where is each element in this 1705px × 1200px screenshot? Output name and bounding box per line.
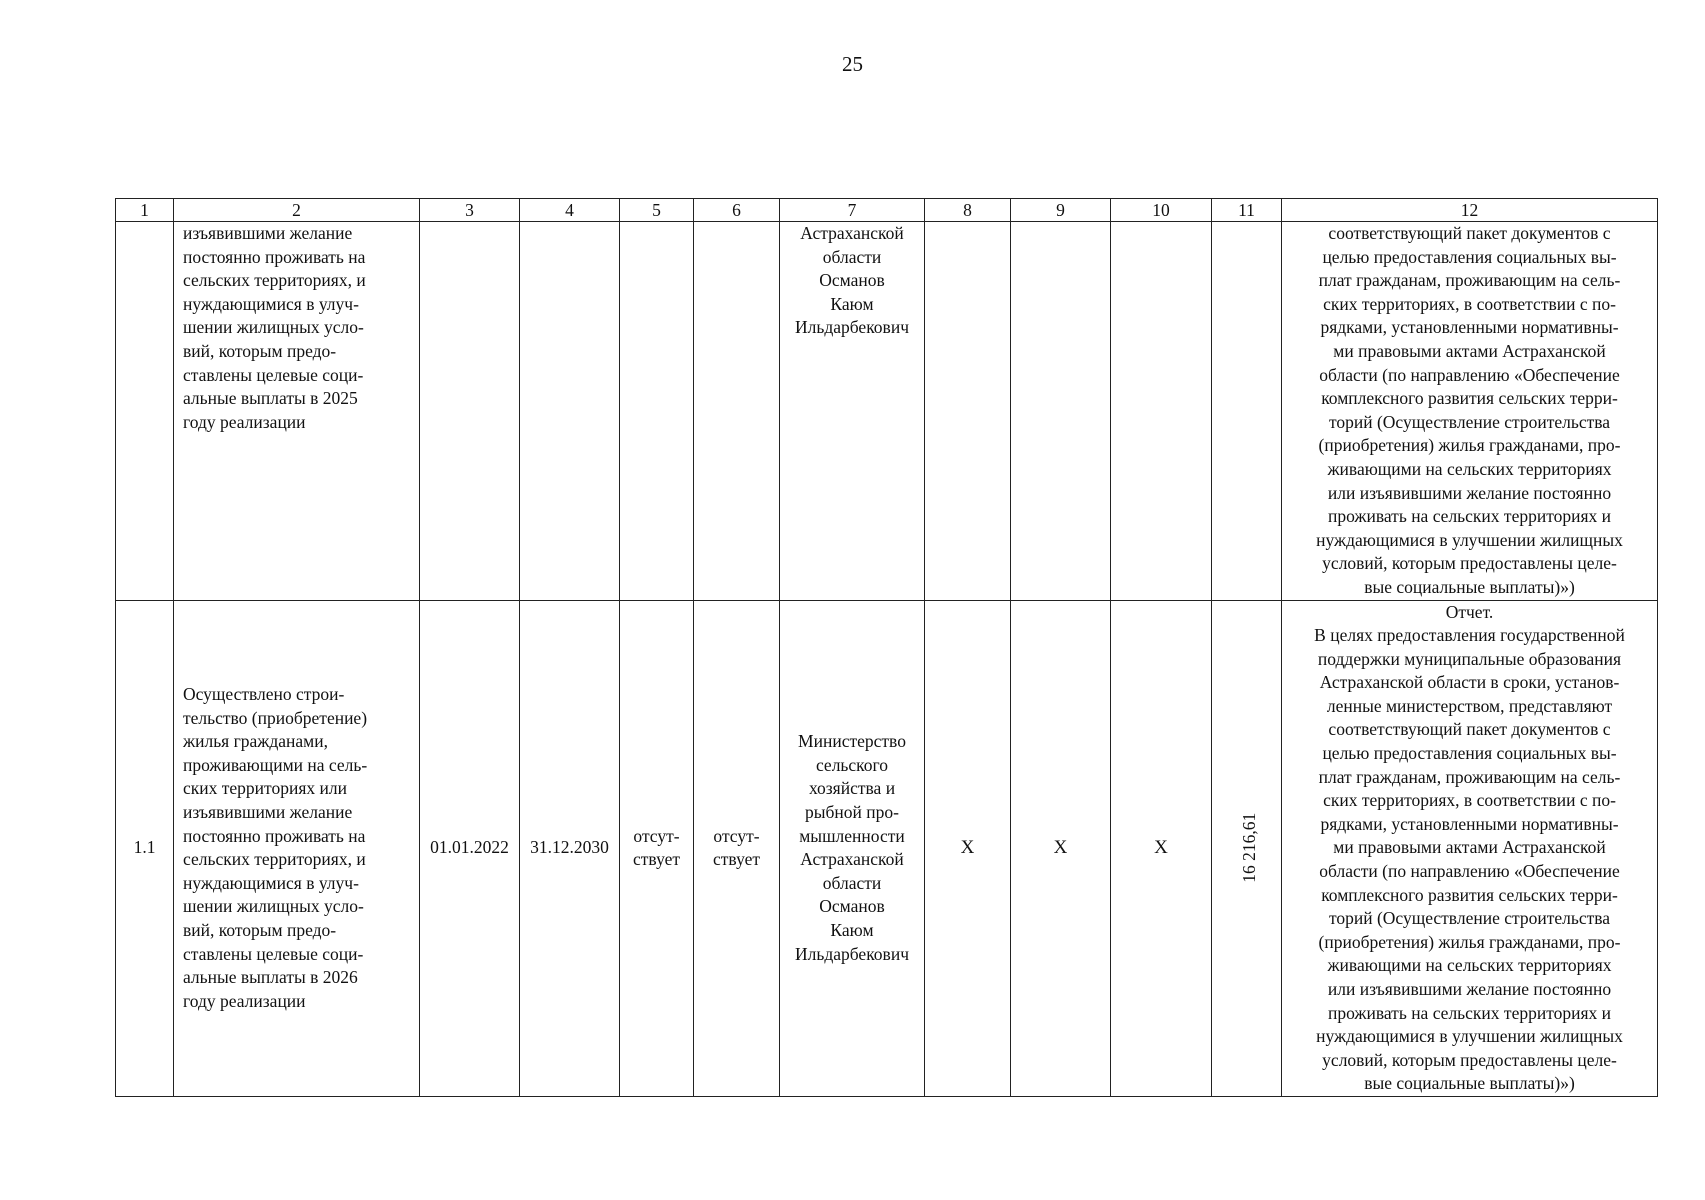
text-line: Астраханской: [800, 849, 904, 870]
amount-vertical-text: 16 216,61: [1239, 813, 1260, 884]
text-line: постоянно проживать на: [183, 825, 366, 846]
header-cell: 3: [420, 199, 520, 222]
text-line: плат гражданам, проживающим на сель-: [1318, 270, 1621, 291]
text-line: комплексного развития сельских терри-: [1321, 388, 1618, 409]
text-line: ских территориях, в соответствии с по-: [1323, 293, 1616, 314]
text-line: Османов: [819, 270, 885, 291]
cell-number: [116, 222, 174, 601]
text-line: Ильдарбекович: [794, 943, 909, 964]
cell-responsible: [780, 600, 925, 1096]
text-line: Астраханской области в сроки, установ-: [1319, 672, 1620, 693]
table-row-continuation: [116, 222, 1658, 601]
text-line: мышленности: [799, 825, 905, 846]
text-line: Отчет.: [1445, 601, 1494, 622]
header-cell: 10: [1111, 199, 1212, 222]
text-line: ствует: [712, 849, 760, 870]
text-line: сельских территориях, и: [183, 270, 366, 291]
text-line: Министерство: [798, 731, 906, 752]
header-cell: 11: [1212, 199, 1282, 222]
program-table: [115, 198, 1658, 1097]
cell-col9: X: [1011, 600, 1111, 1096]
text-line: условий, которым предоставлены целе-: [1322, 1049, 1617, 1070]
text-line: вий, которым предо-: [183, 920, 337, 941]
text-line: области: [822, 246, 882, 267]
text-line: отсут-: [713, 825, 760, 846]
text-line: соответствующий пакет документов с: [1328, 223, 1611, 243]
cell-result: [1282, 600, 1658, 1096]
text-line: области (по направлению «Обеспечение: [1319, 861, 1620, 882]
text-line: ских территориях или: [183, 778, 347, 799]
text-line: или изъявившими желание постоянно: [1327, 482, 1612, 503]
text-line: рядками, установленными нормативны-: [1320, 813, 1619, 834]
cell-start-date: [420, 222, 520, 601]
cell-start-date: 01.01.2022: [420, 600, 520, 1096]
text-line: живающими на сельских территориях: [1327, 458, 1612, 479]
text-line: тельство (приобретение): [183, 707, 368, 728]
text-line: нуждающимися в улуч-: [183, 293, 359, 314]
text-line: вий, которым предо-: [183, 340, 337, 361]
text-line: шении жилищных усло-: [183, 896, 364, 917]
text-line: Осуществлено строи-: [183, 684, 345, 705]
text-line: проживающими на сель-: [183, 754, 368, 775]
header-cell: 9: [1011, 199, 1111, 222]
cell-description: [174, 600, 420, 1096]
text-line: целью предоставления социальных вы-: [1322, 743, 1617, 764]
text-line: Каюм: [830, 293, 874, 314]
text-line: целью предоставления социальных вы-: [1322, 246, 1617, 267]
text-line: области: [822, 872, 882, 893]
header-cell: 2: [174, 199, 420, 222]
text-line: Каюм: [830, 920, 874, 941]
cell-col5: [620, 600, 694, 1096]
text-line: ствует: [632, 849, 680, 870]
text-line: (приобретения) жилья гражданами, про-: [1318, 931, 1621, 952]
table-row-1-1: [116, 600, 1658, 1096]
text-line: проживать на сельских территориях и: [1327, 1002, 1612, 1023]
text-line: соответствующий пакет документов с: [1328, 719, 1611, 740]
text-line: рыбной про-: [805, 802, 899, 823]
text-line: изъявившими желание: [183, 802, 353, 823]
text-line: ленные министерством, представляют: [1326, 695, 1613, 716]
text-line: нуждающимися в улуч-: [183, 872, 359, 893]
text-line: (приобретения) жилья гражданами, про-: [1318, 435, 1621, 456]
text-line: живающими на сельских территориях: [1327, 955, 1612, 976]
text-line: условий, которым предоставлены целе-: [1322, 553, 1617, 574]
cell-col10: X: [1111, 600, 1212, 1096]
header-row: [116, 199, 1658, 222]
cell-description: [174, 222, 420, 601]
text-line: альные выплаты в 2025: [183, 388, 358, 409]
header-cell: 12: [1282, 199, 1658, 222]
header-cell: 4: [520, 199, 620, 222]
cell-number: 1.1: [116, 600, 174, 1096]
text-line: жилья гражданами,: [183, 731, 328, 752]
cell-end-date: [520, 222, 620, 601]
header-cell: 1: [116, 199, 174, 222]
cell-col10: [1111, 222, 1212, 601]
header-cell: 6: [694, 199, 780, 222]
text-line: торий (Осуществление строительства: [1328, 908, 1611, 929]
text-line: сельских территориях, и: [183, 849, 366, 870]
text-line: ских территориях, в соответствии с по-: [1323, 790, 1616, 811]
cell-end-date: 31.12.2030: [520, 600, 620, 1096]
text-line: рядками, установленными нормативны-: [1320, 317, 1619, 338]
text-line: году реализации: [183, 990, 306, 1011]
text-line: хозяйства и: [808, 778, 896, 799]
text-line: вые социальные выплаты)»): [1364, 1073, 1575, 1094]
text-line: плат гражданам, проживающим на сель-: [1318, 766, 1621, 787]
text-line: проживать на сельских территориях и: [1327, 506, 1612, 527]
text-line: Османов: [819, 896, 885, 917]
text-line: году реализации: [183, 411, 306, 432]
text-line: ми правовыми актами Астраханской: [1333, 340, 1606, 361]
text-line: Астраханской: [800, 223, 904, 243]
header-cell: 5: [620, 199, 694, 222]
text-line: Ильдарбекович: [794, 317, 909, 338]
text-line: В целях предоставления государственной: [1314, 625, 1625, 646]
cell-amount: [1212, 222, 1282, 601]
text-line: нуждающимися в улучшении жилищных: [1316, 1026, 1623, 1047]
cell-result: [1282, 222, 1658, 601]
text-line: поддержки муниципальные образования: [1317, 648, 1622, 669]
text-line: альные выплаты в 2026: [183, 967, 358, 988]
cell-col8: [925, 222, 1011, 601]
text-line: отсут-: [633, 825, 680, 846]
text-line: или изъявившими желание постоянно: [1327, 979, 1612, 999]
cell-col5: [620, 222, 694, 601]
text-line: ставлены целевые соци-: [183, 364, 364, 385]
text-line: изъявившими желание: [183, 223, 353, 243]
cell-col6: [694, 222, 780, 601]
text-line: сельского: [815, 754, 889, 775]
cell-amount: [1212, 600, 1282, 1096]
text-line: шении жилищных усло-: [183, 317, 364, 338]
cell-col9: [1011, 222, 1111, 601]
header-cell: 7: [780, 199, 925, 222]
text-line: ми правовыми актами Астраханской: [1333, 837, 1606, 858]
text-line: нуждающимися в улучшении жилищных: [1316, 529, 1623, 550]
text-line: торий (Осуществление строительства: [1328, 411, 1611, 432]
cell-col8: X: [925, 600, 1011, 1096]
cell-responsible: [780, 222, 925, 601]
header-cell: 8: [925, 199, 1011, 222]
text-line: постоянно проживать на: [183, 246, 366, 267]
text-line: комплексного развития сельских терри-: [1321, 884, 1618, 905]
cell-col6: [694, 600, 780, 1096]
text-line: вые социальные выплаты)»): [1364, 576, 1575, 597]
text-line: области (по направлению «Обеспечение: [1319, 364, 1620, 385]
page-number: 25: [842, 52, 863, 76]
text-line: ставлены целевые соци-: [183, 943, 364, 964]
